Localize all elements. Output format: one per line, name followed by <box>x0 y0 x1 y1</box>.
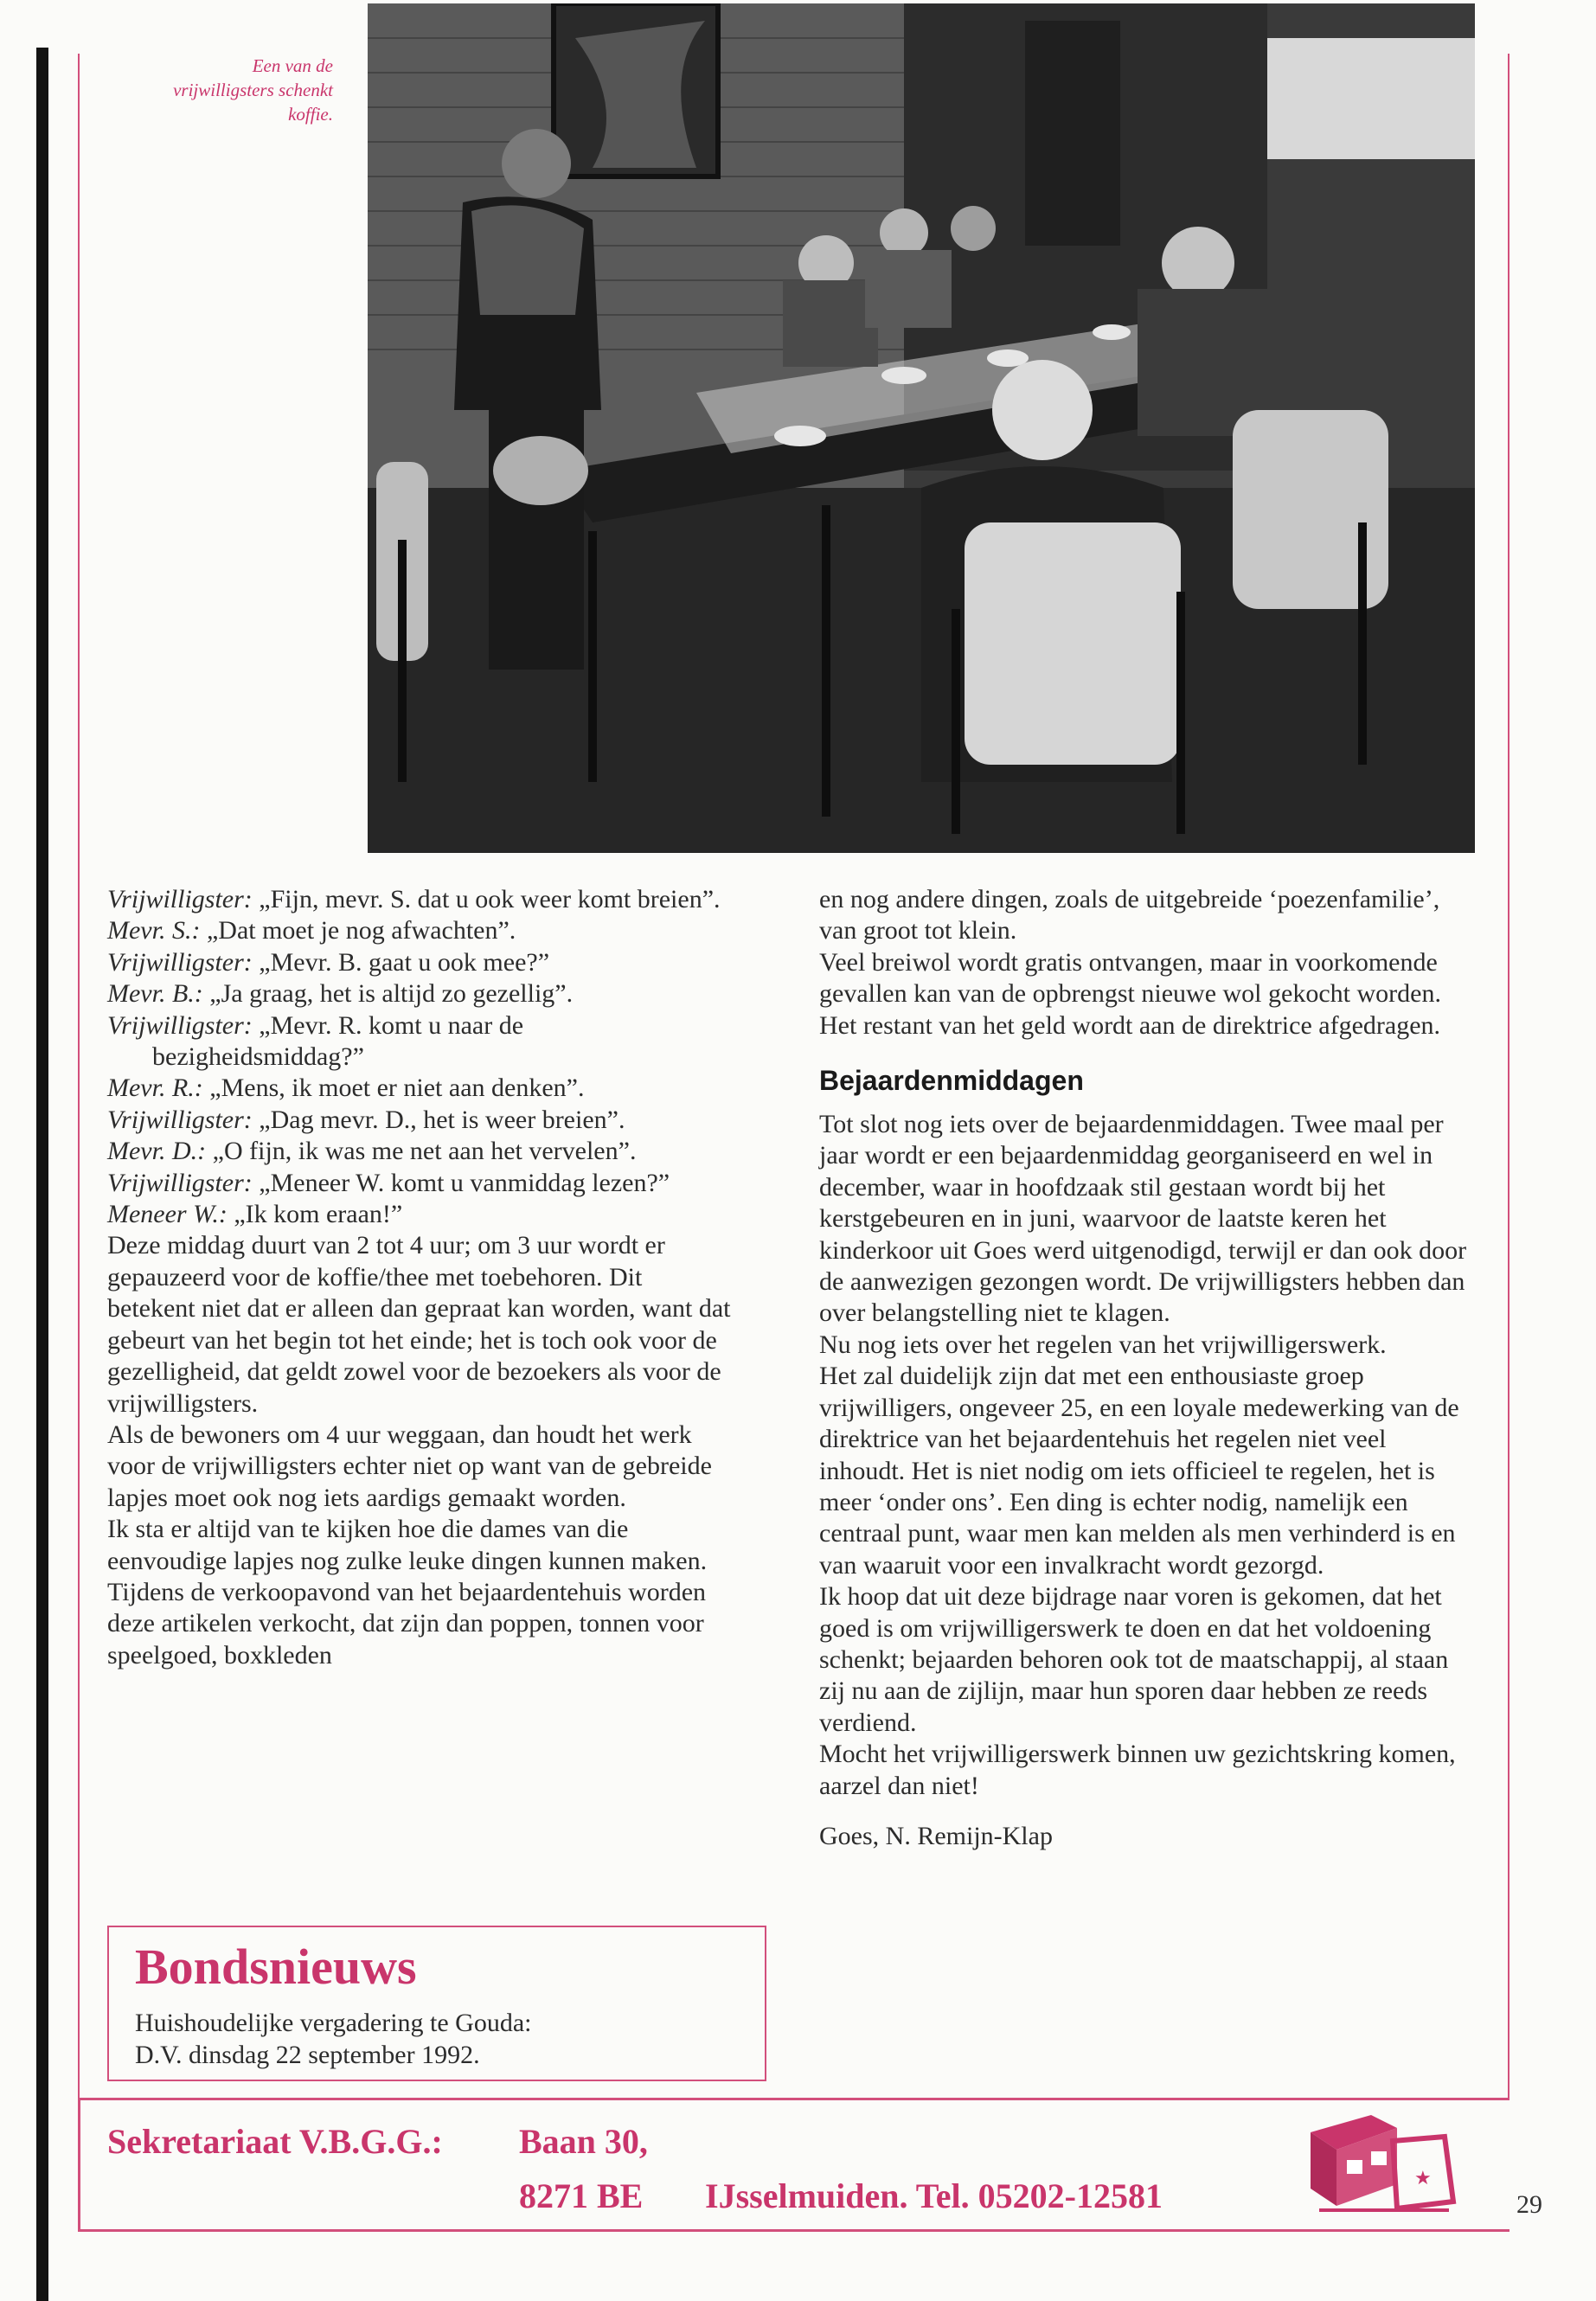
top-left-rule <box>78 54 80 2098</box>
page-black-edge <box>36 48 48 2301</box>
left-column <box>107 884 732 1671</box>
bondsnieuws-box <box>107 1926 766 2081</box>
secretariat-city-phone: IJsselmuiden. Tel. 05202-12581 <box>705 2176 1163 2215</box>
body-paragraph: Veel breiwol wordt gratis ontvangen, maar in voorkomende gevallen kan van de opbrengst nieuwe wol gekocht worden. Het restant van het geld wordt aan de direktrice afgedragen. <box>819 947 1441 1040</box>
body-paragraph: Ik sta er altijd van te kijken hoe die dames van die eenvoudige lapjes nog zulke leuke dingen kunnen maken. <box>107 1515 708 1575</box>
author-signature: Goes, N. Remijn-Klap <box>819 1821 1053 1850</box>
dialogue-line: Vrijwilligster: „Fijn, mevr. S. dat u ook weer komt breien”. <box>107 885 721 913</box>
photo-illustration <box>368 3 1475 853</box>
body-paragraph: Deze middag duurt van 2 tot 4 uur; om 3 uur wordt er gepauzeerd voor de koffie/thee met toebehoren. Dit betekent niet dat er alleen dan gepraat kan worden, want dat gebeurt van het begin tot het einde; het is toch ook voor de gezelligheid, dat geldt zowel voor de bezoekers als voor de vrijwilligsters. <box>107 1231 731 1418</box>
bondsnieuws-line: D.V. dinsdag 22 september 1992. <box>135 2041 480 2069</box>
body-paragraph: Tot slot nog iets over de bejaardenmiddagen. Twee maal per jaar wordt er een bejaardenmiddag georganiseerd en wel in december, waar in hoofdzaak stil gestaan wordt bij het kerstgebeuren en in juni, waarvoor de laatste keren het kinderkoor uit Goes werd uitgenodigd, terwijl er dan ook door de aanwezigen gezongen wordt. De vrijwilligsters hebben dan over belangstelling niet te klagen. <box>819 1110 1467 1328</box>
dialogue-line: Vrijwilligster: „Mevr. B. gaat u ook mee?” <box>107 947 550 977</box>
section-heading: Bejaardenmiddagen <box>819 1065 1084 1097</box>
body-paragraph: Nu nog iets over het regelen van het vrijwilligerswerk. <box>819 1330 1387 1359</box>
right-rule <box>1508 54 1509 2098</box>
photo-knitting-afternoon <box>368 3 1475 853</box>
dialogue-line: Mevr. B.: „Ja graag, het is altijd zo gezellig”. <box>107 979 574 1009</box>
body-paragraph: en nog andere dingen, zoals de uitgebreide ‘poezenfamilie’, van groot tot klein. <box>819 885 1440 945</box>
page-number: 29 <box>1516 2190 1542 2219</box>
body-paragraph: Het zal duidelijk zijn dat met een enthousiaste groep vrijwilligers, ongeveer 25, en een loyale medewerking van de direktrice van het bejaardentehuis het regelen niet veel inhoudt. Het is niet nodig om iets officieel te regelen, het is meer ‘onder ons’. Een ding is echter nodig, namelijk een centraal punt, waar men kan melden als men verhinderd is en van waaruit voor een invalkracht wordt gezorgd. <box>819 1362 1459 1580</box>
bondsnieuws-text <box>135 2007 532 2071</box>
body-paragraph: Tijdens de verkoopavond van het bejaardentehuis worden deze artikelen verkocht, dat zijn dan poppen, tonnen voor speelgoed, boxkleden <box>107 1577 707 1670</box>
dialogue-line: Mevr. R.: „Mens, ik moet er niet aan denken”. <box>107 1074 585 1103</box>
secretariat-street: Baan 30, <box>519 2122 648 2161</box>
secretariat-label: Sekretariaat V.B.G.G.: <box>107 2122 443 2161</box>
dialogue-line: Meneer W.: „Ik kom eraan!” <box>107 1200 403 1229</box>
svg-text:★: ★ <box>1414 2168 1432 2189</box>
dialogue-line: Vrijwilligster: „Dag mevr. D., het is weer breien”. <box>107 1105 625 1134</box>
body-paragraph: Mocht het vrijwilligerswerk binnen uw gezichtskring komen, aarzel dan niet! <box>819 1740 1456 1800</box>
bondsnieuws-title: Bondsnieuws <box>135 1939 417 1995</box>
dialogue-line: Mevr. S.: „Dat moet je nog afwachten”. <box>107 916 516 945</box>
secretariat-postcode: 8271 BE <box>519 2176 644 2215</box>
photo-caption: Een van de vrijwilligsters schenkt koffie. <box>173 55 333 125</box>
bondsnieuws-line: Huishoudelijke vergadering te Gouda: <box>135 2009 532 2037</box>
right-column <box>819 884 1470 1852</box>
dialogue-line: Vrijwilligster: „Mevr. R. komt u naar de bezigheidsmiddag?” <box>107 1010 524 1072</box>
body-paragraph: Als de bewoners om 4 uur weggaan, dan houdt het werk voor de vrijwilligsters echter niet op want van de gebreide lapjes moet ook nog iets aardigs gemaakt worden. <box>107 1420 712 1512</box>
dialogue-line: Mevr. D.: „O fijn, ik was me net aan het vervelen”. <box>107 1137 637 1166</box>
dialogue-line: Vrijwilligster: „Meneer W. komt u vanmiddag lezen?” <box>107 1168 670 1197</box>
body-paragraph: Ik hoop dat uit deze bijdrage naar voren is gekomen, dat het goed is om vrijwilligerswerk te doen en dat het voldoening schenkt; bejaarden behoren ook tot de maatschappij, al staan zij nu aan de zijlijn, maar hun sporen daar hebben ze reeds verdiend. <box>819 1582 1449 1737</box>
vbgg-logo-icon <box>1293 2098 1462 2223</box>
